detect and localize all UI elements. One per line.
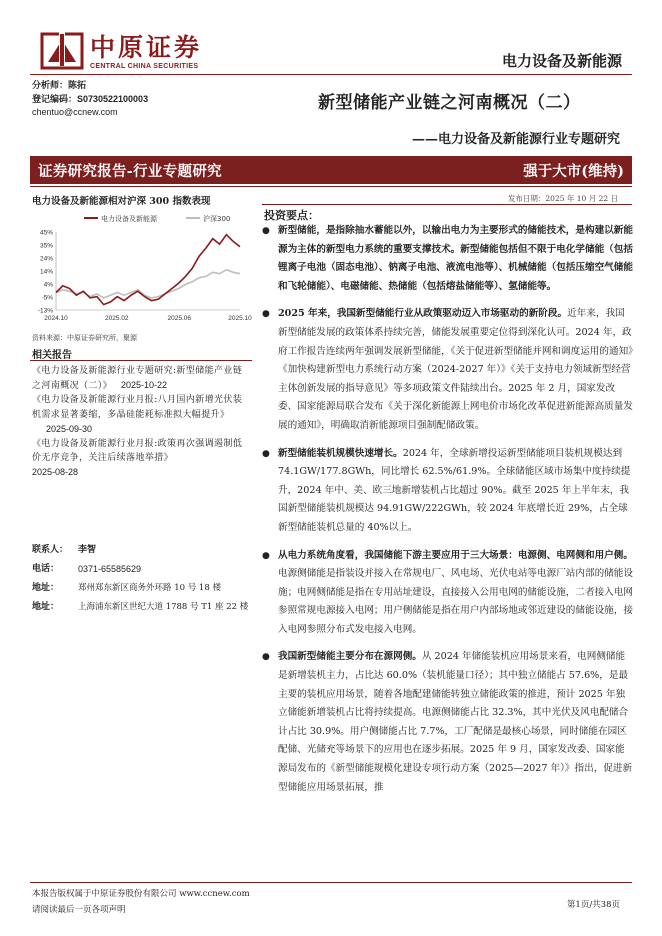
series-line: [56, 270, 240, 298]
copyright-line[interactable]: 本报告版权属于中原证券股份有限公司 www.ccnew.com: [32, 889, 250, 899]
report-subtitle: ——电力设备及新能源行业专题研究: [411, 132, 620, 147]
related-divider: [30, 360, 252, 361]
publish-date: 发布日期：2025 年 10 月 22 日: [507, 194, 618, 203]
related-reports: [32, 364, 250, 481]
analyst-email[interactable]: chentuo@ccnew.com: [32, 107, 118, 117]
report-type: 证券研究报告-行业专题研究: [38, 163, 222, 180]
y-tick-label: -13%: [37, 307, 53, 315]
page-number: 第1页/共38页: [566, 900, 620, 910]
key-point: ● 新型储能，是指除抽水蓄能以外，以输出电力为主要形式的储能技术，是构建以新能源为主体的新型电力系统的重要支撑技术。新型储能包括但不限于电化学储能（包括锂离子电池（固态电池）、钠离子电池、液流电池等）、机械储能（包括压缩空气储能和飞轮储能）、电磁储能、热储能（包括熔盐储能等）、氢储能等。: [260, 222, 634, 296]
contact-address: 地址： 郑州郑东新区商务外环路 10 号 18 楼: [32, 583, 221, 593]
rating: 强于大市(维持): [523, 163, 624, 180]
legend-label: 电力设备及新能源: [101, 215, 157, 223]
contact-person: 联系人： 李智: [32, 545, 97, 555]
bullet-icon: ●: [262, 652, 270, 663]
bullet-icon: ●: [262, 448, 270, 459]
x-tick-label: 2024.10: [44, 315, 68, 322]
related-report[interactable]: 《电力设备及新能源行业月报:八月国内新增光伏装机需求显著萎缩，多晶硅能耗标准拟大幅提升》 2025-09-30: [32, 395, 243, 434]
bullet-icon: ●: [262, 309, 270, 320]
contact-info: [32, 541, 252, 617]
y-tick-label: 24%: [39, 255, 53, 263]
chart-title: 电力设备及新能源相对沪深 300 指数表现: [32, 196, 211, 207]
footer-notice: [32, 886, 250, 918]
related-report[interactable]: 《电力设备及新能源行业月报:政策再次强调遏制低价无序竞争，关注后续落地举措》 2025-08-28: [32, 439, 243, 478]
legend-label: 沪深300: [203, 215, 231, 223]
y-tick-label: 45%: [39, 229, 53, 237]
x-tick-label: 2025.10: [228, 315, 252, 322]
footer-divider: [30, 882, 632, 883]
logo-english: CENTRAL CHINA SECURITIES: [90, 63, 199, 70]
key-point: ● 从电力系统角度看，我国储能下游主要应用于三大场景：电源侧、电网侧和用户侧。电源侧储能是指装设并接入在常规电厂、风电场、光伏电站等电源厂站内部的储能设施；电网侧储能是指在专用站址建设，直接接入公用电网的储能设施，二者接入电网参照常规电源接入电网；用户侧储能是指在用户内部场地或邻近建设的储能设施，接入电网参照分布式发电接入电网。: [260, 547, 634, 640]
report-title: 新型储能产业链之河南概况（二）: [318, 93, 581, 113]
key-points-title: 投资要点：: [264, 209, 319, 222]
contact-address: 地址： 上海浦东新区世纪大道 1788 号 T1 座 22 楼: [32, 602, 249, 612]
y-tick-label: 14%: [39, 268, 53, 276]
performance-chart: [32, 210, 252, 328]
y-tick-label: -5%: [41, 294, 53, 302]
y-tick-label: 35%: [39, 242, 53, 250]
logo-text: 中原证券: [90, 34, 203, 62]
key-point: ● 新型储能装机规模快速增长。2024 年，全球新增投运新型储能项目装机规模达到 74.1GW/177.8GWh，同比增长 62.5%/61.9%。全球储能区域市场集中度持续提升，2024 年中、美、欧三地新增装机占比超过 90%。截至 2025 年上半年末，我国新型储能装机规模达 94.91GW/222GWh，较 2024 年底增长近 29%，占全球新型储能装机总量的 40%以上。: [260, 445, 634, 538]
key-points: [260, 222, 634, 806]
series-line: [56, 235, 240, 305]
contact-phone: 电话： 0371-65585629: [32, 564, 142, 574]
disclaimer-line: 请阅读最后一页各项声明: [32, 905, 126, 915]
header-divider: [30, 74, 632, 75]
logo-mark: [40, 30, 84, 70]
analyst-info: [32, 80, 148, 119]
chart-source: 资料来源：中原证券研究所，聚源: [32, 334, 137, 342]
date-divider: [262, 204, 632, 205]
y-tick-label: 4%: [43, 281, 53, 289]
key-point: ● 我国新型储能主要分布在源网侧。从 2024 年储能装机应用场景来看，电网侧储能是新增装机主力，占比达 60.0%（装机能量口径）；其中独立储能占 57.6%，是最主要的装机应用场景，随着各地配建储能转独立储能政策的推进，预计 2025 年独立储能新增装机占比将持续提高。电源侧储能占比 32.3%，其中光伏及风电配储合计占比 30.9%。用户侧储能占比 7.7%，工厂配储是最核心场景，同时储能在园区配储、光储充等场景下的应用也在逐步拓展。2025 年 9 月，国家发改委、国家能源局发布的《新型储能规模化建设专项行动方案（2025—2027 年）》指出，促进新型储能应用场景拓展，推: [260, 648, 634, 797]
bullet-icon: ●: [262, 550, 270, 561]
key-point: ● 2025 年来，我国新型储能行业从政策驱动迈入市场驱动的新阶段。近年来，我国新型储能发展的政策体系持续完善，储能发展重要定位得到深化认可。2024 年，政府工作报告连续两年强调发展新型储能，《关于促进新型储能并网和调度运用的通知》《加快构建新型电力系统行动方案（2024-2027 年）》《关于支持电力领域新型经营主体创新发展的指导意见》等多项政策文件陆续出台。2025 年 2 月，国家发改委、国家能源局联合发布《关于深化新能源上网电价市场化改革促进新能源高质量发展的通知》，明确取消新能源项目强制配储政策。: [260, 305, 634, 435]
bullet-icon: ●: [262, 226, 270, 236]
sector-title: 电力设备及新能源: [501, 52, 622, 70]
banner-divider: [30, 186, 632, 187]
x-tick-label: 2025.02: [104, 315, 129, 322]
x-tick-label: 2025.06: [167, 315, 192, 322]
analyst-cert: 登记编码：S0730522100003: [32, 94, 149, 104]
analyst-name: 分析师：陈拓: [32, 81, 87, 91]
report-banner: [30, 156, 632, 184]
related-reports-title: 相关报告: [32, 350, 72, 361]
related-report[interactable]: 《电力设备及新能源行业专题研究:新型储能产业链之河南概况（二）》 2025-10-22: [32, 366, 243, 392]
